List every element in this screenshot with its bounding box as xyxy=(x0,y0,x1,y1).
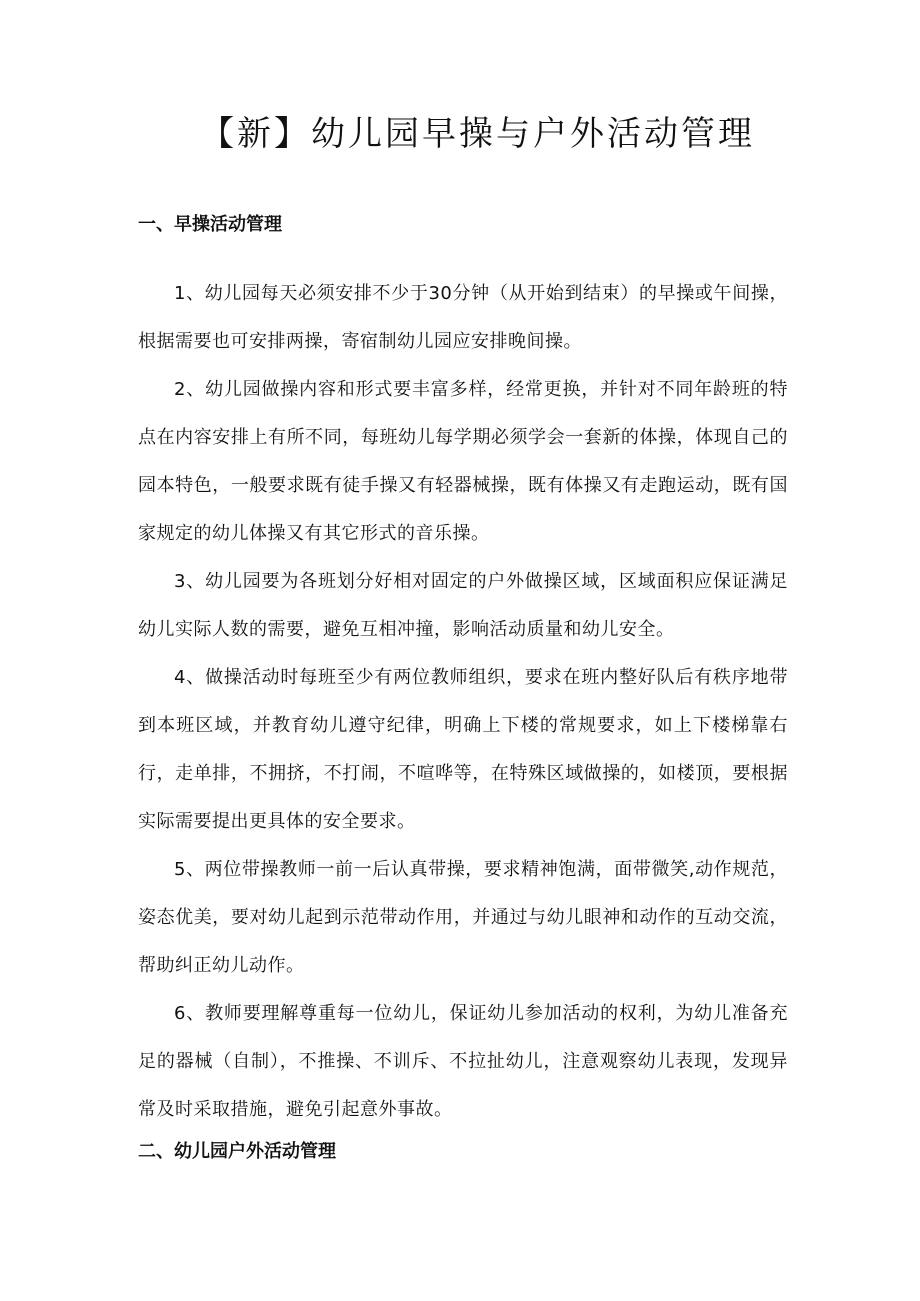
paragraph-4: 4、做操活动时每班至少有两位教师组织，要求在班内整好队后有秩序地带到本班区域，并教育幼儿遵守纪律，明确上下楼的常规要求，如上下楼梯靠右行，走单排，不拥挤，不打闹，不喧哗等，在特殊区域做操的，如楼顶，要根据实际需要提出更具体的安全要求。 xyxy=(138,667,788,832)
section-heading-outdoor-activity: 二、幼儿园户外活动管理 xyxy=(138,1141,336,1162)
paragraph-6: 6、教师要理解尊重每一位幼儿，保证幼儿参加活动的权利，为幼儿准备充足的器械（自制），不推操、不训斥、不拉扯幼儿，注意观察幼儿表现，发现异常及时采取措施，避免引起意外事故。 xyxy=(138,1003,788,1120)
paragraph-1: 1、幼儿园每天必须安排不少于30分钟（从开始到结束）的早操或午间操，根据需要也可安排两操，寄宿制幼儿园应安排晚间操。 xyxy=(138,283,788,352)
section-heading-morning-exercise: 一、早操活动管理 xyxy=(138,214,282,235)
paragraph-3: 3、幼儿园要为各班划分好相对固定的户外做操区域，区域面积应保证满足幼儿实际人数的需要，避免互相冲撞，影响活动质量和幼儿安全。 xyxy=(138,571,788,640)
paragraph-2: 2、幼儿园做操内容和形式要丰富多样，经常更换，并针对不同年龄班的特点在内容安排上有所不同，每班幼儿每学期必须学会一套新的体操，体现自己的园本特色，一般要求既有徒手操又有轻器械操，既有体操又有走跑运动，既有国家规定的幼儿体操又有其它形式的音乐操。 xyxy=(138,379,788,544)
paragraph-5: 5、两位带操教师一前一后认真带操，要求精神饱满，面带微笑,动作规范，姿态优美，要对幼儿起到示范带动作用，并通过与幼儿眼神和动作的互动交流，帮助纠正幼儿动作。 xyxy=(138,859,788,976)
document-title: 【新】幼儿园早操与户外活动管理 xyxy=(200,114,755,154)
